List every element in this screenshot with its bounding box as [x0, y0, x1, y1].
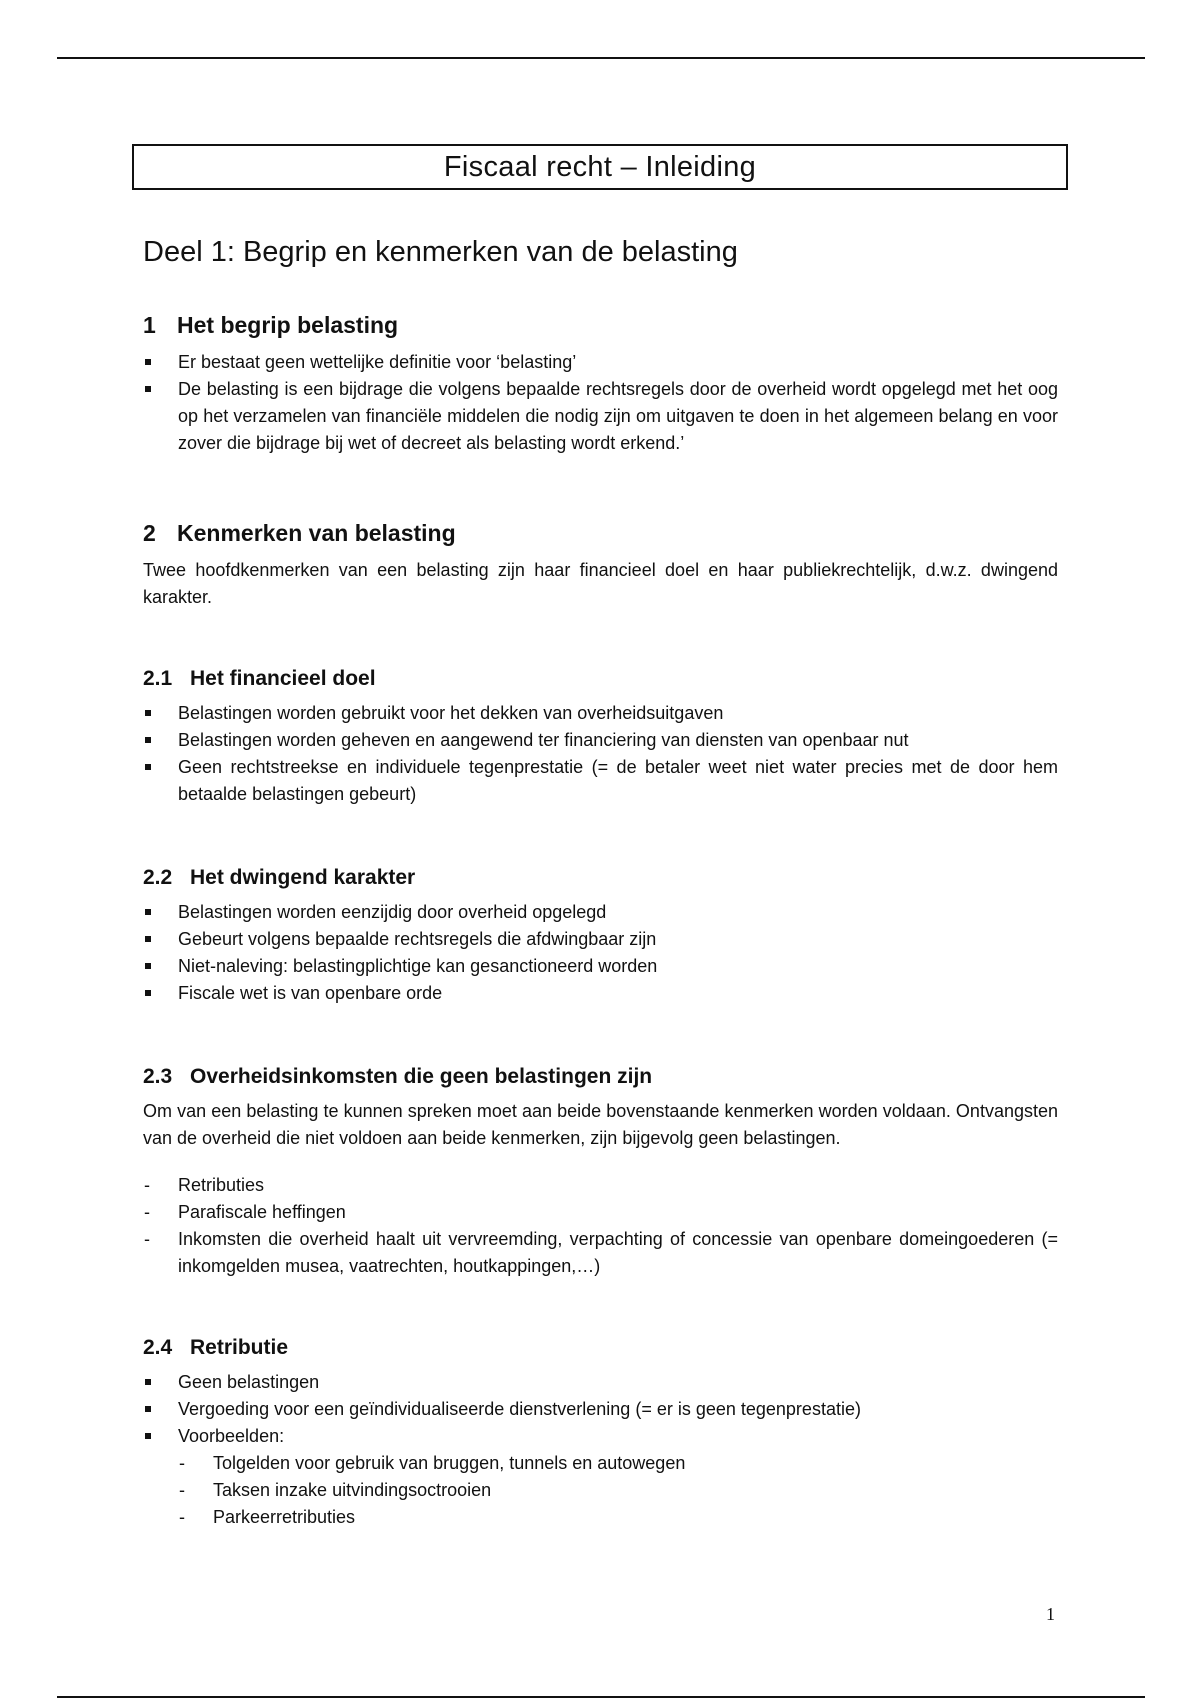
- subsection-heading: [143, 1065, 1058, 1089]
- list-item: De belasting is een bijdrage die volgens bepaalde rechtsregels door de overheid wordt opgelegd met het oog op het verzamelen van financiële middelen die nodig zijn om uitgaven te doen in het algemeen belang en voor zover die bijdrage bij wet of decreet als belasting wordt erkend.’: [143, 376, 1058, 457]
- bullet-list: [143, 1369, 1058, 1450]
- document-title-text: Fiscaal recht – Inleiding: [443, 150, 757, 183]
- section-2-4: [143, 1336, 1058, 1531]
- list-item: - Parkeerretributies: [178, 1504, 1058, 1531]
- list-item: - Parafiscale heffingen: [143, 1199, 1058, 1226]
- section-2: [143, 520, 1058, 611]
- section-number: 1: [143, 312, 156, 338]
- list-item: - Taksen inzake uitvindingsoctrooien: [178, 1477, 1058, 1504]
- section-heading: [143, 520, 1058, 547]
- page-number: 1: [1046, 1604, 1055, 1624]
- dash-list: [143, 1172, 1058, 1280]
- list-item: - Inkomsten die overheid haalt uit vervreemding, verpachting of concessie van openbare domeingoederen (= inkomgelden musea, vaatrechten, houtkappingen,…): [143, 1226, 1058, 1280]
- list-item: Voorbeelden:: [143, 1423, 1058, 1450]
- list-item: Geen rechtstreekse en individuele tegenprestatie (= de betaler weet niet water precies met de door hem betaalde belastingen gebeurt): [143, 754, 1058, 808]
- section-number: 2.2: [143, 866, 173, 889]
- top-rule: [57, 57, 1145, 59]
- section-title: Het begrip belasting: [177, 312, 399, 338]
- section-title: Overheidsinkomsten die geen belastingen zijn: [190, 1065, 653, 1088]
- bottom-rule: [57, 1696, 1145, 1698]
- section-title: Retributie: [190, 1336, 289, 1359]
- list-item: Belastingen worden geheven en aangewend ter financiering van diensten van openbaar nut: [143, 727, 1058, 754]
- list-item: Geen belastingen: [143, 1369, 1058, 1396]
- examples-list: [178, 1450, 1058, 1531]
- section-title: Het dwingend karakter: [190, 866, 416, 889]
- bullet-list: [143, 899, 1058, 1007]
- list-item: Niet-naleving: belastingplichtige kan gesanctioneerd worden: [143, 953, 1058, 980]
- section-number: 2.3: [143, 1065, 173, 1088]
- section-number: 2.1: [143, 667, 173, 690]
- list-item: Fiscale wet is van openbare orde: [143, 980, 1058, 1007]
- subsection-heading: [143, 1336, 1058, 1360]
- list-item: Gebeurt volgens bepaalde rechtsregels die afdwingbaar zijn: [143, 926, 1058, 953]
- list-item: - Tolgelden voor gebruik van bruggen, tunnels en autowegen: [178, 1450, 1058, 1477]
- part-title: Deel 1: Begrip en kenmerken van de belasting: [143, 236, 738, 268]
- paragraph: Twee hoofdkenmerken van een belasting zijn haar financieel doel en haar publiekrechtelijk, d.w.z. dwingend karakter.: [143, 560, 1058, 607]
- section-1: [143, 312, 1058, 457]
- section-title: Kenmerken van belasting: [177, 520, 456, 546]
- list-item: Vergoeding voor een geïndividualiseerde dienstverlening (= er is geen tegenprestatie): [143, 1396, 1058, 1423]
- list-item: - Retributies: [143, 1172, 1058, 1199]
- section-title: Het financieel doel: [190, 667, 376, 690]
- list-item: Belastingen worden eenzijdig door overheid opgelegd: [143, 899, 1058, 926]
- section-2-2: [143, 866, 1058, 1007]
- list-item: Er bestaat geen wettelijke definitie voor ‘belasting’: [143, 349, 1058, 376]
- section-heading: [143, 312, 1058, 339]
- section-2-3: [143, 1065, 1058, 1280]
- subsection-heading: [143, 866, 1058, 890]
- document-title: [132, 144, 1068, 190]
- bullet-list: [143, 349, 1058, 457]
- list-item: Belastingen worden gebruikt voor het dekken van overheidsuitgaven: [143, 700, 1058, 727]
- paragraph: Om van een belasting te kunnen spreken moet aan beide bovenstaande kenmerken worden voldaan. Ontvangsten van de overheid die niet voldoen aan beide kenmerken, zijn bijgevolg geen belastingen.: [143, 1101, 1058, 1148]
- subsection-heading: [143, 667, 1058, 691]
- bullet-list: [143, 700, 1058, 808]
- section-2-1: [143, 667, 1058, 808]
- section-number: 2: [143, 520, 156, 546]
- section-number: 2.4: [143, 1336, 173, 1359]
